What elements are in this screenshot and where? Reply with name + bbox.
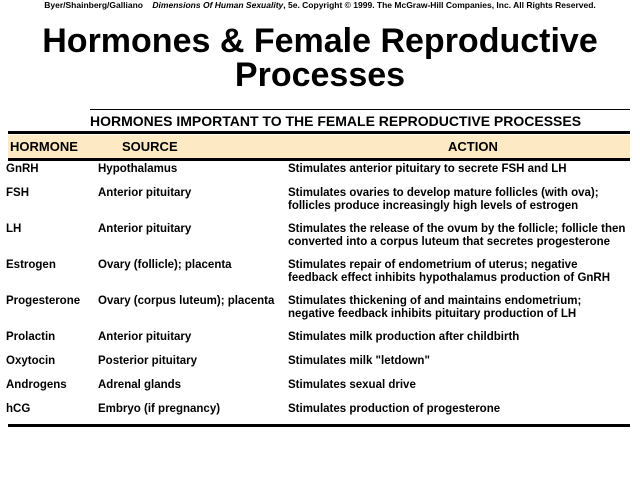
action-line: negative feedback inhibits pituitary production of LH — [288, 307, 577, 320]
source-cell: Ovary (corpus luteum); placenta — [98, 295, 275, 307]
action-line: Stimulates ovaries to develop mature follicles (with ova); — [288, 187, 599, 199]
citation-copyright: , 5e. Copyright © 1999. The McGraw-Hill Companies, Inc. All Rights Reserved. — [283, 0, 596, 10]
action-line: Stimulates anterior pituitary to secrete FSH and LH — [288, 163, 567, 175]
action-line: follicles produce increasingly high levels of estrogen — [288, 199, 579, 212]
source-cell: Anterior pituitary — [98, 187, 192, 199]
table-row — [0, 187, 640, 215]
column-header-action: ACTION — [448, 139, 498, 154]
column-header-hormone: HORMONE — [10, 139, 78, 154]
table-top-rule — [90, 109, 630, 110]
table-header-bottom-rule — [8, 158, 630, 161]
hormone-cell: Estrogen — [6, 259, 56, 271]
page-title-line-2: Processes — [234, 56, 406, 94]
action-line: Stimulates production of progesterone — [288, 403, 501, 415]
table-row — [0, 295, 640, 323]
citation-line — [0, 0, 640, 11]
table-header-top-rule — [8, 131, 630, 134]
action-cell — [288, 187, 640, 212]
source-cell: Ovary (follicle); placenta — [98, 259, 232, 271]
action-cell — [288, 355, 640, 368]
action-line: converted into a corpus luteum that secretes progesterone — [288, 235, 611, 248]
action-line: Stimulates milk production after childbirth — [288, 331, 520, 343]
table-row — [0, 223, 640, 251]
citation-authors: Byer/Shainberg/Galliano — [44, 0, 143, 10]
citation-book-title: Dimensions Of Human Sexuality — [152, 0, 284, 10]
table-header-band — [8, 135, 630, 158]
table-title: HORMONES IMPORTANT TO THE FEMALE REPRODUCTIVE PROCESSES — [90, 113, 582, 129]
action-cell — [288, 379, 640, 392]
action-line: Stimulates thickening of and maintains endometrium; — [288, 295, 582, 307]
source-cell: Hypothalamus — [98, 163, 178, 175]
action-cell — [288, 295, 640, 320]
hormone-cell: FSH — [6, 187, 29, 199]
hormone-cell: Oxytocin — [6, 355, 56, 367]
column-header-source: SOURCE — [122, 139, 178, 154]
source-cell: Adrenal glands — [98, 379, 182, 391]
source-cell: Embryo (if pregnancy) — [98, 403, 221, 415]
action-cell — [288, 331, 640, 344]
action-line: Stimulates sexual drive — [288, 379, 416, 391]
action-line: Stimulates milk "letdown" — [288, 355, 430, 367]
source-cell: Anterior pituitary — [98, 223, 192, 235]
hormone-cell: GnRH — [6, 163, 39, 175]
action-line: Stimulates the release of the ovum by the follicle; follicle then — [288, 223, 626, 235]
action-cell — [288, 259, 640, 284]
page-title-line-1: Hormones & Female Reproductive — [42, 22, 598, 60]
source-cell: Posterior pituitary — [98, 355, 198, 367]
action-cell — [288, 403, 640, 416]
action-cell — [288, 163, 640, 176]
hormone-cell: Prolactin — [6, 331, 56, 343]
hormone-cell: LH — [6, 223, 22, 235]
table-bottom-rule — [8, 424, 630, 427]
action-line: Stimulates repair of endometrium of uterus; negative — [288, 259, 578, 271]
action-line: feedback effect inhibits hypothalamus production of GnRH — [288, 271, 611, 284]
hormone-cell: Progesterone — [6, 295, 81, 307]
page-title — [0, 24, 640, 92]
hormone-cell: Androgens — [6, 379, 67, 391]
source-cell: Anterior pituitary — [98, 331, 192, 343]
hormone-cell: hCG — [6, 403, 31, 415]
action-cell — [288, 223, 640, 248]
table-row — [0, 259, 640, 287]
